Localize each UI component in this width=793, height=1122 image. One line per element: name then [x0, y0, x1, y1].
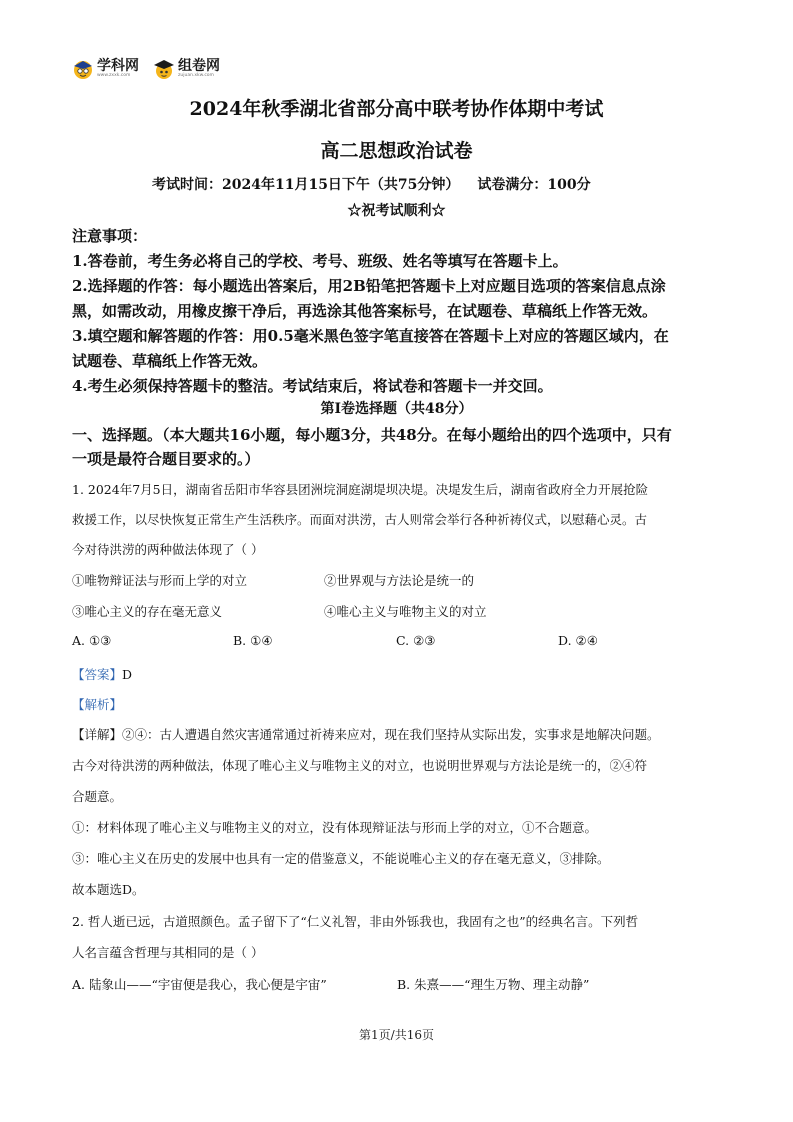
logo-url: www.zxxk.com — [97, 73, 131, 79]
answer-value: D — [122, 667, 133, 682]
q1-option-a: A. ①③ — [72, 633, 112, 648]
q1-stem-line-3: 今对待洪涝的两种做法体现了（ ） — [72, 542, 264, 557]
q1-statement-4: ④唯心主义与唯物主义的对立 — [324, 604, 487, 619]
q1-detail-line-2: 古今对待洪涝的两种做法，体现了唯心主义与唯物主义的对立，也说明世界观与方法论是统一的，②④符 — [72, 758, 648, 773]
q1-option-c: C. ②③ — [396, 633, 436, 648]
student-face-icon — [72, 58, 94, 80]
logo-name: 学科网 — [97, 58, 139, 75]
note-1: 1.答卷前，考生务必将自己的学校、考号、班级、姓名等填写在答题卡上。 — [72, 252, 568, 270]
graduation-cap-face-icon — [153, 58, 175, 80]
section-instruction-line-1: 一、选择题。（本大题共16小题，每小题3分，共48分。在每小题给出的四个选项中，只有 — [72, 426, 672, 444]
section-instruction-line-2: 一项是最符合题目要求的。） — [72, 450, 260, 468]
q1-analysis-line — [72, 695, 122, 713]
notes-heading: 注意事项： — [72, 227, 148, 245]
q1-statement-1: ①唯物辩证法与形而上学的对立 — [72, 573, 248, 588]
note-4: 4.考生必须保持答题卡的整洁。考试结束后，将试卷和答题卡一并交回。 — [72, 377, 553, 395]
q1-conclusion: 故本题选D。 — [72, 882, 145, 897]
q1-answer-line — [72, 665, 132, 683]
q1-statement-3: ③唯心主义的存在毫无意义 — [72, 604, 223, 619]
q1-detail-line-5: ③：唯心主义在历史的发展中也具有一定的借鉴意义，不能说唯心主义的存在毫无意义，③排除。 — [72, 851, 610, 866]
note-2-line-2: 黑，如需改动，用橡皮擦干净后，再选涂其他答案标号，在试题卷、草稿纸上作答无效。 — [72, 302, 658, 320]
q1-stem-line-2: 救援工作，以尽快恢复正常生产生活秩序。而面对洪涝，古人则常会举行各种祈祷仪式，以慰藉心灵。古 — [72, 512, 648, 527]
exam-time: 考试时间：2024年11月15日下午（共75分钟） — [152, 177, 460, 193]
answer-tag: 【答案】 — [72, 667, 123, 682]
section-heading: 第Ⅰ卷选择题（共48分） — [320, 401, 473, 417]
exam-subtitle: 高二思想政治试卷 — [320, 140, 473, 162]
q1-option-d: D. ②④ — [558, 633, 598, 648]
note-2-line-1: 2.选择题的作答：每小题选出答案后，用2B铅笔把答题卡上对应题目选项的答案信息点涂 — [72, 277, 666, 295]
q1-statement-2: ②世界观与方法论是统一的 — [324, 573, 475, 588]
detail-tag: 【详解】 — [72, 727, 123, 742]
q1-detail-line-3: 合题意。 — [72, 789, 123, 804]
exam-title: 2024年秋季湖北省部分高中联考协作体期中考试 — [189, 98, 604, 120]
q2-stem-line-1: 2. 哲人逝已远，古道照颜色。孟子留下了“仁义礼智，非由外铄我也，我固有之也”的经典名言。下列哲 — [72, 914, 639, 929]
full-score: 试卷满分：100分 — [477, 177, 591, 193]
good-luck-line: ☆祝考试顺利☆ — [347, 203, 446, 219]
note-3-line-2: 试题卷、草稿纸上作答无效。 — [72, 352, 268, 370]
note-3-line-1: 3.填空题和解答题的作答：用0.5毫米黑色签字笔直接答在答题卡上对应的答题区域内，在 — [72, 327, 669, 345]
q2-option-b: B. 朱熹——“理生万物、理主动静” — [397, 977, 590, 992]
exam-meta — [152, 174, 591, 194]
zujuanwang-logo[interactable] — [153, 58, 220, 80]
q1-detail-line-1 — [72, 725, 660, 743]
page-number: 第1页/共16页 — [359, 1028, 434, 1042]
q1-detail-line-4: ①：材料体现了唯心主义与唯物主义的对立，没有体现辩证法与形而上学的对立，①不合题意。 — [72, 820, 598, 835]
detail-text: ②④：古人遭遇自然灾害通常通过祈祷来应对，现在我们坚持从实际出发，实事求是地解决问题。 — [122, 727, 660, 742]
q2-stem-line-2: 人名言蕴含哲理与其相同的是（ ） — [72, 945, 264, 960]
xuekewang-logo[interactable] — [72, 58, 139, 80]
q2-option-a: A. 陆象山——“宇宙便是我心，我心便是宇宙” — [72, 977, 327, 992]
analysis-tag: 【解析】 — [72, 697, 123, 712]
q1-option-b: B. ①④ — [233, 633, 273, 648]
logo-name: 组卷网 — [178, 58, 220, 75]
logo-url: zujuan.xkw.com — [178, 73, 214, 79]
header-logos — [72, 58, 220, 80]
q1-stem-line-1: 1. 2024年7月5日，湖南省岳阳市华容县团洲垸洞庭湖堤坝决堤。决堤发生后，湖南省政府全力开展抢险 — [72, 482, 649, 497]
